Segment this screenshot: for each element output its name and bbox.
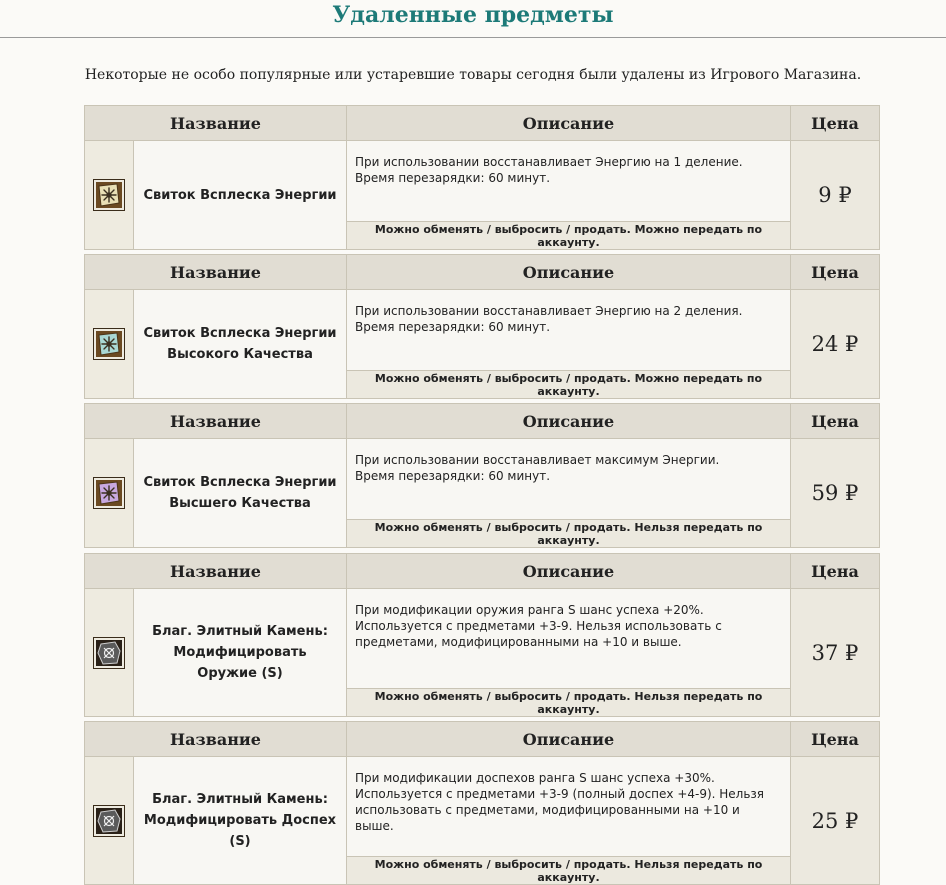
- item-row: [85, 141, 880, 222]
- item-description-line: Используется с предметами +3-9. Нельзя использовать с: [355, 619, 722, 633]
- item-description-line: При модификации доспехов ранга S шанс успеха +30%.: [355, 771, 715, 785]
- item-trade-rules: Можно обменять / выбросить / продать. Нельзя передать по аккаунту.: [347, 520, 791, 548]
- intro-text: Некоторые не особо популярные или устаревшие товары сегодня были удалены из Игрового Магазина.: [84, 67, 862, 83]
- item-description-line: предметами, модифицированными на +10 и выше.: [355, 635, 682, 649]
- item-description: [347, 439, 791, 520]
- item-description-line: Используется с предметами +3-9 (полный доспех +4-9). Нельзя: [355, 787, 765, 801]
- column-header-description: Описание: [347, 106, 791, 141]
- scroll-energy-high-icon: [93, 328, 125, 360]
- item-price: 37 ₽: [791, 589, 880, 717]
- item-price: 24 ₽: [791, 290, 880, 399]
- item-trade-rules: Можно обменять / выбросить / продать. Нельзя передать по аккаунту.: [347, 689, 791, 717]
- item-description: [347, 757, 791, 857]
- item-name: Свиток Всплеска Энергии: [134, 141, 347, 250]
- item-price: 59 ₽: [791, 439, 880, 548]
- item-name: Благ. Элитный Камень: Модифицировать Доспех (S): [134, 757, 347, 885]
- title-divider: [0, 37, 946, 38]
- item-table-header: [85, 554, 880, 589]
- item-icon-cell: [85, 290, 134, 399]
- item-name: Свиток Всплеска Энергии Высокого Качества: [134, 290, 347, 399]
- item-table-2: [84, 254, 880, 399]
- item-description-line: Время перезарядки: 60 минут.: [355, 469, 551, 483]
- column-header-description: Описание: [347, 722, 791, 757]
- column-header-price: Цена: [791, 404, 880, 439]
- item-table-5: [84, 721, 880, 885]
- item-table-header: [85, 404, 880, 439]
- item-icon-cell: [85, 757, 134, 885]
- elite-stone-weapon-icon: [93, 637, 125, 669]
- column-header-description: Описание: [347, 554, 791, 589]
- item-table-3: [84, 403, 880, 548]
- item-row: [85, 290, 880, 371]
- column-header-price: Цена: [791, 255, 880, 290]
- item-name: Свиток Всплеска Энергии Высшего Качества: [134, 439, 347, 548]
- item-row: [85, 439, 880, 520]
- column-header-price: Цена: [791, 722, 880, 757]
- elite-stone-armor-icon: [93, 805, 125, 837]
- item-description-line: использовать с предметами, модифицированными на +10 и выше.: [355, 803, 740, 833]
- column-header-price: Цена: [791, 554, 880, 589]
- item-row: [85, 757, 880, 857]
- item-icon-cell: [85, 439, 134, 548]
- item-name: Благ. Элитный Камень: Модифицировать Оружие (S): [134, 589, 347, 717]
- item-table-header: [85, 722, 880, 757]
- column-header-description: Описание: [347, 255, 791, 290]
- item-trade-rules: Можно обменять / выбросить / продать. Можно передать по аккаунту.: [347, 222, 791, 250]
- item-icon-cell: [85, 141, 134, 250]
- item-price: 9 ₽: [791, 141, 880, 250]
- column-header-name: Название: [85, 404, 347, 439]
- scroll-energy-icon: [93, 179, 125, 211]
- item-description: [347, 589, 791, 689]
- column-header-name: Название: [85, 554, 347, 589]
- scroll-energy-top-icon: [93, 477, 125, 509]
- item-description-line: При использовании восстанавливает Энергию на 2 деления.: [355, 304, 743, 318]
- column-header-price: Цена: [791, 106, 880, 141]
- item-description: [347, 290, 791, 371]
- item-table-4: [84, 553, 880, 717]
- column-header-name: Название: [85, 106, 347, 141]
- page-title: Удаленные предметы: [332, 2, 614, 28]
- item-price: 25 ₽: [791, 757, 880, 885]
- item-trade-rules: Можно обменять / выбросить / продать. Нельзя передать по аккаунту.: [347, 857, 791, 885]
- column-header-description: Описание: [347, 404, 791, 439]
- item-icon-cell: [85, 589, 134, 717]
- item-table-header: [85, 255, 880, 290]
- item-description-line: Время перезарядки: 60 минут.: [355, 320, 551, 334]
- column-header-name: Название: [85, 722, 347, 757]
- item-description-line: Время перезарядки: 60 минут.: [355, 171, 551, 185]
- column-header-name: Название: [85, 255, 347, 290]
- item-row: [85, 589, 880, 689]
- item-description-line: При модификации оружия ранга S шанс успеха +20%.: [355, 603, 704, 617]
- item-description-line: При использовании восстанавливает максимум Энергии.: [355, 453, 720, 467]
- item-trade-rules: Можно обменять / выбросить / продать. Можно передать по аккаунту.: [347, 371, 791, 399]
- item-description: [347, 141, 791, 222]
- item-table-header: [85, 106, 880, 141]
- item-description-line: При использовании восстанавливает Энергию на 1 деление.: [355, 155, 743, 169]
- item-table-1: [84, 105, 880, 250]
